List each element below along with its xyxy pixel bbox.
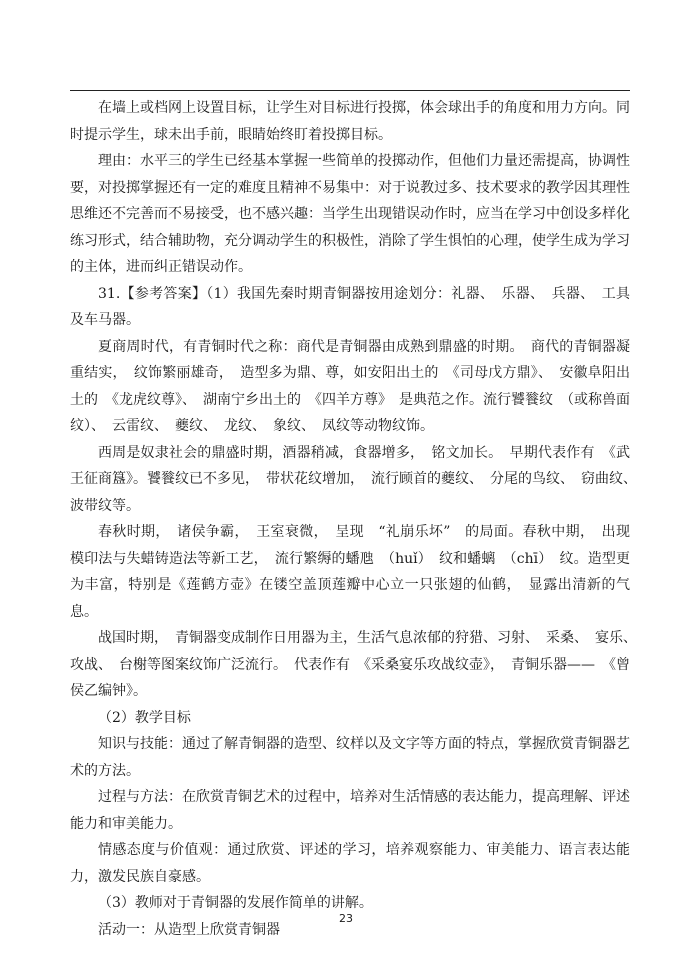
paragraph-xia-shang-zhou: 夏商周时代，有青铜时代之称：商代是青铜器由成熟到鼎盛的时期。 商代的青铜器凝重结实， 纹饰繁丽雄奇， 造型多为鼎、尊，如安阳出土的 《司母戊方鼎》、 安徽阜阳出土的 《龙虎纹尊》、 湖南宁乡出土的 《四羊方尊》 是典范之作。流行饕餮纹 （或称兽面纹）、 云雷纹、 夔纹、 龙纹、 象纹、 凤纹等动物纹饰。 [70, 338, 630, 434]
paragraph-warring-states: 战国时期， 青铜器变成制作日用器为主，生活气息浓郁的狩猎、习射、 采桑、 宴乐、 攻战、 台榭等图案纹饰广泛流行。 代表作有 《采桑宴乐攻战纹壶》， 青铜乐器—— 《曾侯乙编钟》。 [70, 630, 644, 699]
paragraph-emotion-values: 情感态度与价值观：通过欣赏、评述的学习，培养观察能力、审美能力、语言表达能力，激发民族自豪感。 [70, 842, 630, 885]
paragraph-knowledge-skills: 知识与技能：通过了解青铜器的造型、纹样以及文字等方面的特点，掌握欣赏青铜器艺术的方法。 [70, 736, 630, 779]
paragraph-process-method: 过程与方法：在欣赏青铜艺术的过程中，培养对生活情感的表达能力，提高理解、评述能力和审美能力。 [70, 789, 630, 832]
paragraph-reason: 理由：水平三的学生已经基本掌握一些简单的投掷动作，但他们力量还需提高，协调性要，对投掷掌握还有一定的难度且精神不易集中：对于说教过多、技术要求的教学因其理性思维还不完善而不易接受，也不感兴趣：当学生出现错误动作时，应当在学习中创设多样化练习形式，结合辅助物，充分调动学生的积极性，消除了学生惧怕的心理，使学生成为学习的主体，进而纠正错误动作。 [70, 153, 630, 275]
heading-teaching-goals: （2）教学目标 [98, 709, 191, 726]
page-number: 23 [339, 912, 353, 925]
heading-teacher-explanation: （3）教师对于青铜器的发展作简单的讲解。 [98, 895, 373, 911]
paragraph-target-setup: 在墙上或档网上设置目标，让学生对目标进行投掷，体会球出手的角度和用力方向。同时提示学生，球未出手前，眼睛始终盯着投掷目标。 [70, 100, 630, 143]
paragraph-answer-31: 31.【参考答案】（1）我国先秦时期青铜器按用途划分：礼器、 乐器、 兵器、 工具及车马器。 [70, 285, 630, 328]
document-body [70, 95, 644, 943]
paragraph-western-zhou: 西周是奴隶社会的鼎盛时期，酒器稍减，食器增多， 铭文加长。 早期代表作有 《武王征商簋》。饕餮纹已不多见， 带状花纹增加， 流行顾首的夔纹、 分尾的鸟纹、 窃曲纹、 波带纹等。 [70, 444, 644, 514]
header-rule [70, 90, 630, 91]
paragraph-spring-autumn: 春秋时期， 诸侯争霸， 王室衰微， 呈现 “礼崩乐坏” 的局面。春秋中期， 出现模印法与失蜡铸造法等新工艺， 流行繁缛的蟠虺 （huǐ） 纹和蟠螭 （chī） 纹。造型更为丰富，特别是《莲鹤方壶》在镂空盖顶莲瓣中心立一只张翅的仙鹤， 显露出清新的气息。 [70, 524, 630, 620]
heading-activity-one: 活动一：从造型上欣赏青铜器 [98, 921, 280, 938]
